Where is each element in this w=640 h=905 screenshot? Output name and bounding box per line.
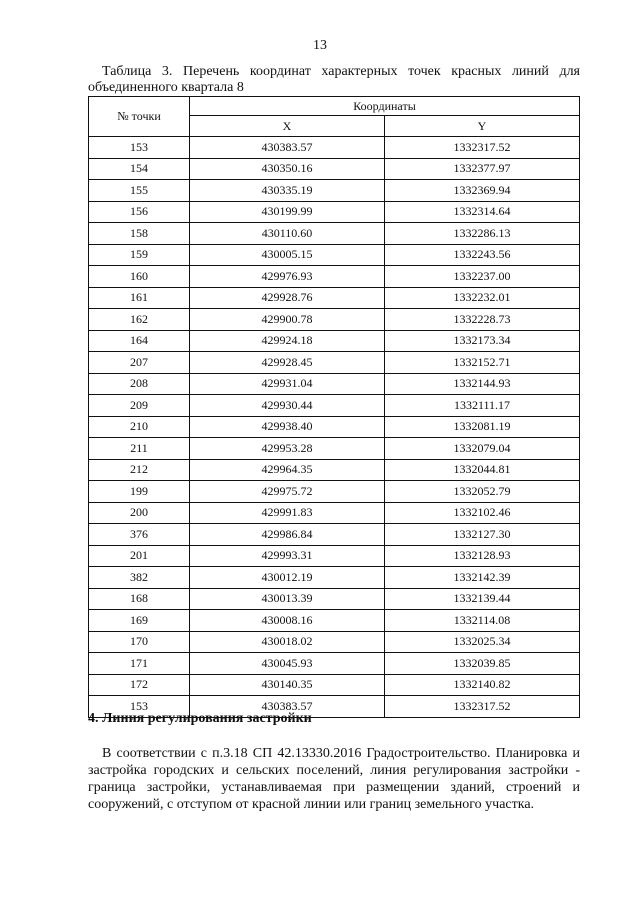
y-coordinate-cell: 1332317.52 — [385, 137, 580, 159]
x-coordinate-cell: 430018.02 — [190, 631, 385, 653]
point-number-cell: 209 — [89, 395, 190, 417]
point-number-cell: 207 — [89, 352, 190, 374]
table-caption: Таблица 3. Перечень координат характерных точек красных линий для объединенного квартала 8 — [88, 64, 580, 95]
coordinates-table — [88, 96, 580, 718]
x-coordinate-cell: 430383.57 — [190, 137, 385, 159]
point-number-cell: 155 — [89, 180, 190, 202]
y-coordinate-cell: 1332232.01 — [385, 287, 580, 309]
point-number-cell: 164 — [89, 330, 190, 352]
point-number-cell: 161 — [89, 287, 190, 309]
point-number-cell: 200 — [89, 502, 190, 524]
y-coordinate-cell: 1332025.34 — [385, 631, 580, 653]
point-number-cell: 210 — [89, 416, 190, 438]
table-row — [89, 287, 580, 309]
y-coordinate-cell: 1332228.73 — [385, 309, 580, 331]
y-coordinate-cell: 1332142.39 — [385, 567, 580, 589]
y-coordinate-cell: 1332127.30 — [385, 524, 580, 546]
x-coordinate-cell: 429991.83 — [190, 502, 385, 524]
x-coordinate-cell: 430008.16 — [190, 610, 385, 632]
header-y: Y — [385, 116, 580, 137]
point-number-cell: 162 — [89, 309, 190, 331]
x-coordinate-cell: 429964.35 — [190, 459, 385, 481]
y-coordinate-cell: 1332140.82 — [385, 674, 580, 696]
point-number-cell: 154 — [89, 158, 190, 180]
table-row — [89, 438, 580, 460]
x-coordinate-cell: 430005.15 — [190, 244, 385, 266]
table-row — [89, 610, 580, 632]
table-row — [89, 416, 580, 438]
y-coordinate-cell: 1332079.04 — [385, 438, 580, 460]
y-coordinate-cell: 1332128.93 — [385, 545, 580, 567]
point-number-cell: 199 — [89, 481, 190, 503]
x-coordinate-cell: 430350.16 — [190, 158, 385, 180]
body-paragraph: В соответствии с п.3.18 СП 42.13330.2016 Градостроительство. Планировка и застройка городских и сельских поселений, линия регулирования застройки - граница застройки, устанавливаемая при размещении зданий, строений и сооружений, с отступом от красной линии или границ земельного участка. — [88, 746, 580, 812]
x-coordinate-cell: 429938.40 — [190, 416, 385, 438]
x-coordinate-cell: 430045.93 — [190, 653, 385, 675]
page-number: 13 — [313, 38, 327, 53]
x-coordinate-cell: 430383.57 — [190, 696, 385, 718]
y-coordinate-cell: 1332286.13 — [385, 223, 580, 245]
point-number-cell: 201 — [89, 545, 190, 567]
table-row — [89, 352, 580, 374]
y-coordinate-cell: 1332369.94 — [385, 180, 580, 202]
x-coordinate-cell: 429975.72 — [190, 481, 385, 503]
table-row — [89, 567, 580, 589]
x-coordinate-cell: 430013.39 — [190, 588, 385, 610]
table-row — [89, 158, 580, 180]
table-row — [89, 137, 580, 159]
point-number-cell: 169 — [89, 610, 190, 632]
point-number-cell: 171 — [89, 653, 190, 675]
table-row — [89, 588, 580, 610]
point-number-cell: 376 — [89, 524, 190, 546]
y-coordinate-cell: 1332152.71 — [385, 352, 580, 374]
y-coordinate-cell: 1332081.19 — [385, 416, 580, 438]
table-row — [89, 330, 580, 352]
x-coordinate-cell: 429976.93 — [190, 266, 385, 288]
y-coordinate-cell: 1332144.93 — [385, 373, 580, 395]
table-row — [89, 244, 580, 266]
point-number-cell: 208 — [89, 373, 190, 395]
table-row — [89, 524, 580, 546]
x-coordinate-cell: 429930.44 — [190, 395, 385, 417]
x-coordinate-cell: 429986.84 — [190, 524, 385, 546]
x-coordinate-cell: 430140.35 — [190, 674, 385, 696]
y-coordinate-cell: 1332039.85 — [385, 653, 580, 675]
point-number-cell: 158 — [89, 223, 190, 245]
point-number-cell: 211 — [89, 438, 190, 460]
table-row — [89, 459, 580, 481]
y-coordinate-cell: 1332173.34 — [385, 330, 580, 352]
y-coordinate-cell: 1332114.08 — [385, 610, 580, 632]
header-coordinates: Координаты — [190, 97, 580, 116]
y-coordinate-cell: 1332102.46 — [385, 502, 580, 524]
table-row — [89, 502, 580, 524]
point-number-cell: 153 — [89, 696, 190, 718]
y-coordinate-cell: 1332314.64 — [385, 201, 580, 223]
table-row — [89, 373, 580, 395]
y-coordinate-cell: 1332044.81 — [385, 459, 580, 481]
point-number-cell: 160 — [89, 266, 190, 288]
table-row — [89, 309, 580, 331]
x-coordinate-cell: 430199.99 — [190, 201, 385, 223]
x-coordinate-cell: 430012.19 — [190, 567, 385, 589]
y-coordinate-cell: 1332139.44 — [385, 588, 580, 610]
header-x: X — [190, 116, 385, 137]
y-coordinate-cell: 1332052.79 — [385, 481, 580, 503]
table-row — [89, 395, 580, 417]
table-row — [89, 180, 580, 202]
x-coordinate-cell: 430110.60 — [190, 223, 385, 245]
table-row — [89, 223, 580, 245]
y-coordinate-cell: 1332111.17 — [385, 395, 580, 417]
table-body — [89, 137, 580, 718]
table-row — [89, 545, 580, 567]
x-coordinate-cell: 429924.18 — [190, 330, 385, 352]
x-coordinate-cell: 429900.78 — [190, 309, 385, 331]
table-row — [89, 266, 580, 288]
table-row — [89, 674, 580, 696]
table-row — [89, 481, 580, 503]
point-number-cell: 168 — [89, 588, 190, 610]
point-number-cell: 156 — [89, 201, 190, 223]
point-number-cell: 382 — [89, 567, 190, 589]
section-heading: 4. Линия регулирования застройки — [88, 711, 312, 726]
table-row — [89, 631, 580, 653]
x-coordinate-cell: 429928.76 — [190, 287, 385, 309]
y-coordinate-cell: 1332317.52 — [385, 696, 580, 718]
point-number-cell: 170 — [89, 631, 190, 653]
x-coordinate-cell: 429993.31 — [190, 545, 385, 567]
header-point-number: № точки — [89, 97, 190, 137]
y-coordinate-cell: 1332243.56 — [385, 244, 580, 266]
table-row — [89, 653, 580, 675]
x-coordinate-cell: 429931.04 — [190, 373, 385, 395]
point-number-cell: 212 — [89, 459, 190, 481]
point-number-cell: 172 — [89, 674, 190, 696]
x-coordinate-cell: 429928.45 — [190, 352, 385, 374]
y-coordinate-cell: 1332237.00 — [385, 266, 580, 288]
y-coordinate-cell: 1332377.97 — [385, 158, 580, 180]
table-row — [89, 201, 580, 223]
x-coordinate-cell: 430335.19 — [190, 180, 385, 202]
point-number-cell: 159 — [89, 244, 190, 266]
x-coordinate-cell: 429953.28 — [190, 438, 385, 460]
point-number-cell: 153 — [89, 137, 190, 159]
